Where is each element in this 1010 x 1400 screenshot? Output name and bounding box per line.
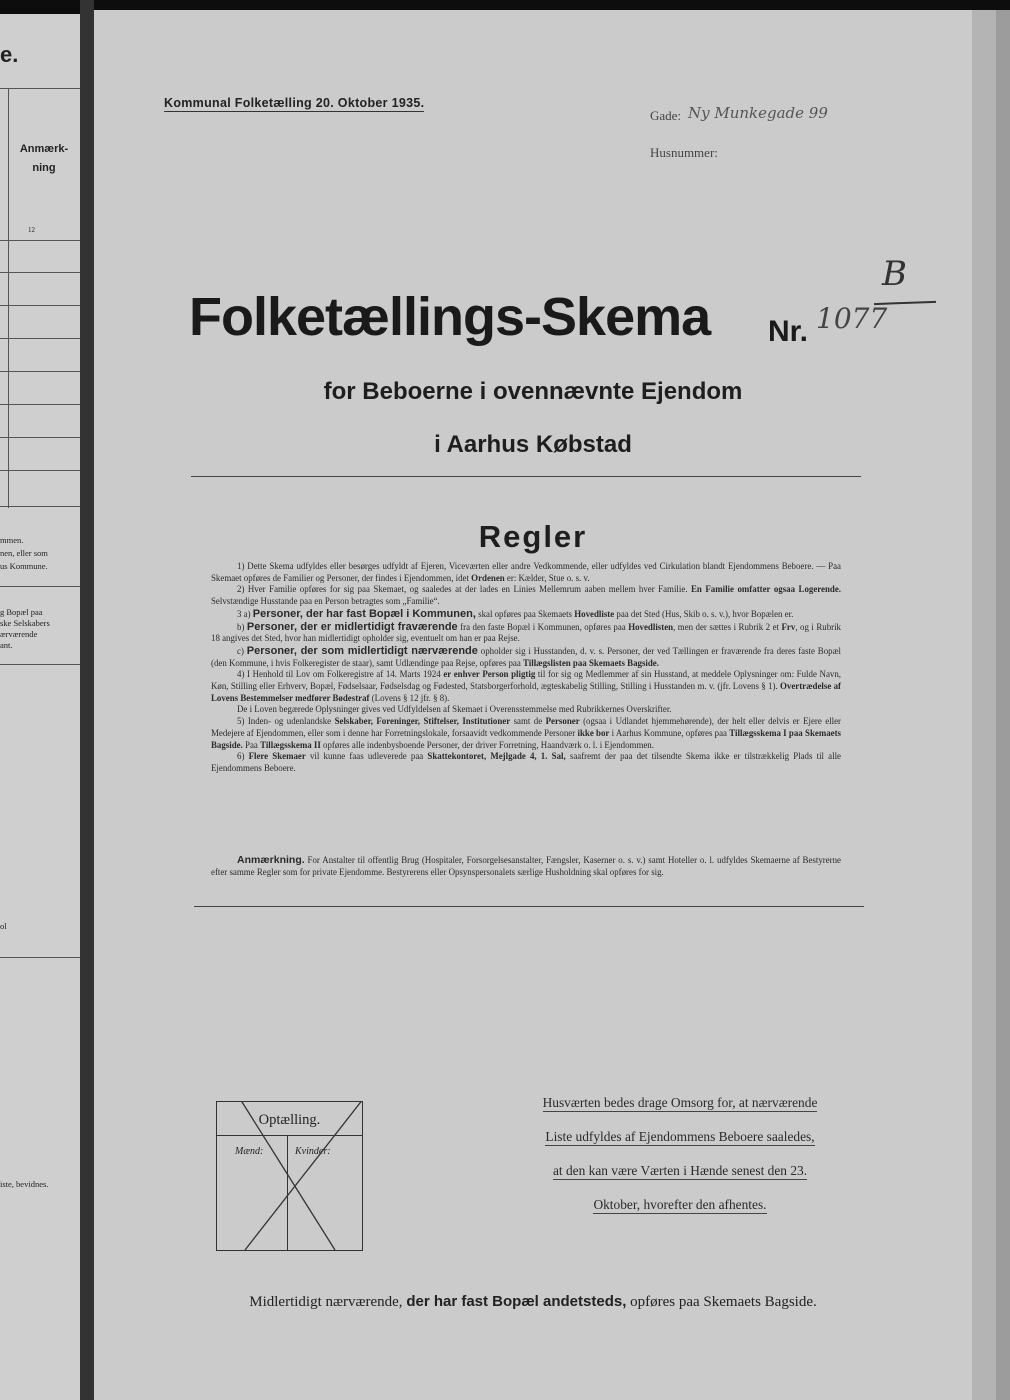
census-header-title: Kommunal Folketælling 20. Oktober 1935. <box>164 96 425 110</box>
left-page-column-border <box>8 88 9 508</box>
gade-handwritten-value: Ny Munkegade 99 <box>688 104 828 122</box>
rule-2: 2) Hver Familie opføres for sig paa Skemaet, og saaledes at der lades en Linies Mellemrum aaben mellem hver Familie. En Familie omfatter ogsaa Logerende. Selvstændige Husstande paa en Person betragtes som „Familie“. <box>211 584 842 607</box>
form-subtitle-1: for Beboerne i ovennævnte Ejendom <box>323 378 743 405</box>
rule-3a: 3 a) Personer, der har fast Bopæl i Kommunen, skal opføres paa Skemaets Hovedliste paa det Sted (Hus, Skib o. s. v.), hvor Bopælen er. <box>237 607 794 620</box>
notice-line-1: Husværten bedes drage Omsorg for, at nærværende <box>542 1095 818 1110</box>
left-page-rule <box>0 957 80 958</box>
left-page-rule <box>0 371 80 372</box>
left-page-column-number: 12 <box>28 226 35 234</box>
left-page-text-line: nen, eller som <box>0 548 48 558</box>
left-page-text-line: iste, bevidnes. <box>0 1179 49 1189</box>
handwritten-mark: B <box>882 254 907 294</box>
left-page-rule <box>0 506 80 507</box>
left-page-column-header: Anmærk- ning <box>19 143 69 174</box>
divider-rule <box>191 476 861 477</box>
anmaerkning-label: Anmærkning. <box>237 854 305 866</box>
left-page-rule <box>0 338 80 339</box>
left-page-rule <box>0 470 80 471</box>
optaelling-title: Optælling. <box>258 1112 321 1128</box>
left-page-rule <box>0 88 80 89</box>
left-page-text-line: mmen. <box>0 535 24 545</box>
form-title: Folketællings-Skema <box>189 287 711 347</box>
anmaerkning-text: For Anstalter til offentlig Brug (Hospitaler, Forsorgelsesanstalter, Fængsler, Kaserner o. s. v.) samt Hoteller o. l. udfyldes Skemaerne af Bestyrerne efter samme Regler som for private Ejendomme. Bestyrerens eller Opsynspersonalets særlige Husholdning skal opføres for sig. <box>211 855 841 877</box>
rule-4: 4) I Henhold til Lov om Folkeregistre af 14. Marts 1924 er enhver Person pligtig til for sig og Medlemmer af sin Husstand, at meddele Oplysninger om: Fulde Navn, Køn, Stilling eller Erhverv, Bopæl, Fødselsaar, Fødselsdag og Fødested, Statsborgerforhold, ægteskabelig Stilling, Stilling i Husstanden m. v. (jfr. Lovens § 1). Overtrædelse af Lovens Bestemmelser medfører Bødestraf (Lovens § 12 jfr. § 8). <box>211 669 841 703</box>
form-subtitle-2: i Aarhus Købstad <box>434 431 632 458</box>
optaelling-men-label: Mænd: <box>235 1146 264 1157</box>
left-page-text-line: ærværende <box>0 629 38 639</box>
rule-5: 5) Inden- og udenlandske Selskaber, Foreninger, Stiftelser, Institutioner samt de Personer (ogsaa i Udlandet hjemmehørende), der helt eller delvis er Ejere eller Medejere af Ejendommen, eller som i denne har Forretningslokale, forsaavidt vedkommende Personer ikke bor i Aarhus Kommune, opføres paa Tillægsskema I paa Skemaets Bagside. Paa Tillægsskema II opføres alle indenbysboende Personer, der driver Forretning, Haandværk o. l. i Ejendommen. <box>211 716 841 750</box>
page-edge <box>972 10 996 1400</box>
optaelling-box <box>216 1101 363 1251</box>
left-page-rule <box>0 272 80 273</box>
left-page-text-line: us Kommune. <box>0 561 48 571</box>
footer-note: Midlertidigt nærværende, der har fast Bopæl andetsteds, opføres paa Skemaets Bagside. <box>249 1293 817 1310</box>
notice-line-3: at den kan være Værten i Hænde senest den 23. <box>552 1163 808 1178</box>
notice-line-2: Liste udfyldes af Ejendommens Beboere saaledes, <box>545 1129 815 1144</box>
left-page-fragment <box>0 14 80 1400</box>
left-page-rule <box>0 404 80 405</box>
form-number-handwritten: 1077 <box>816 302 888 335</box>
rule-6: 6) Flere Skemaer vil kunne faas udleverede paa Skattekontoret, Mejlgade 4, 1. Sal, saafremt der paa det tilsendte Skema ikke er tilstrækkelig Plads til alle Ejendommens Beboere. <box>211 751 841 773</box>
anmaerkning-note <box>211 854 841 878</box>
book-gutter <box>80 0 94 1400</box>
regler-body <box>211 561 841 775</box>
left-page-rule <box>0 586 80 587</box>
left-page-rule <box>0 305 80 306</box>
notice-line-4: Oktober, hvorefter den afhentes. <box>593 1197 767 1212</box>
page-edge <box>996 10 1010 1400</box>
left-page-text-line: g Bopæl paa <box>0 607 43 617</box>
divider-rule <box>194 906 864 907</box>
left-page-title-fragment: e. <box>0 42 19 67</box>
cross-out-mark <box>217 1102 362 1250</box>
optaelling-women-label: Kvinder: <box>295 1146 331 1157</box>
form-number-label: Nr. <box>768 315 809 348</box>
gade-label: Gade: <box>650 108 682 123</box>
left-page-text-line: ant. <box>0 640 13 650</box>
left-page-text-line: ske Selskabers <box>0 618 50 628</box>
rule-1: 1) Dette Skema udfyldes eller besørges udfyldt af Ejeren, Viceværten eller andre Vedkommende, eller udfyldes ved Cirkulation blandt Ejendommens Beboere. — Paa Skemaet opføres de Familier og Personer, der findes i Ejendommen, idet Ordenen er: Kælder, Stue o. s. v. <box>211 561 841 583</box>
rule-3c: c) Personer, der som midlertidigt nærværende opholder sig i Husstanden, d. v. s. Personer, der ved Tællingen er fraværende fra deres faste Bopæl (den Kommune, i hvis Folkeregister de staar), samt Udlændinge paa Rejse, opføres paa Tillægslisten paa Skemaets Bagside. <box>211 644 841 668</box>
left-page-text-line: ol <box>0 921 7 931</box>
rule-3b: b) Personer, der er midlertidigt fraværende fra den faste Bopæl i Kommunen, opføres paa Hovedlisten, men der sættes i Rubrik 2 et Frv, og i Rubrik 18 angives det Sted, hvor han midlertidigt opholder sig, eventuelt om han er paa Rejse. <box>211 620 841 644</box>
rule-4-note: De i Loven begærede Oplysninger gives ved Udfyldelsen af Skemaet i Overensstemmelse med Rubrikkernes Overskrifter. <box>237 704 672 715</box>
husnummer-label: Husnummer: <box>650 145 718 160</box>
left-page-rule <box>0 664 80 665</box>
left-page-rule <box>0 240 80 241</box>
census-form-page <box>94 10 972 1400</box>
left-page-rule <box>0 437 80 438</box>
regler-heading: Regler <box>478 519 588 554</box>
